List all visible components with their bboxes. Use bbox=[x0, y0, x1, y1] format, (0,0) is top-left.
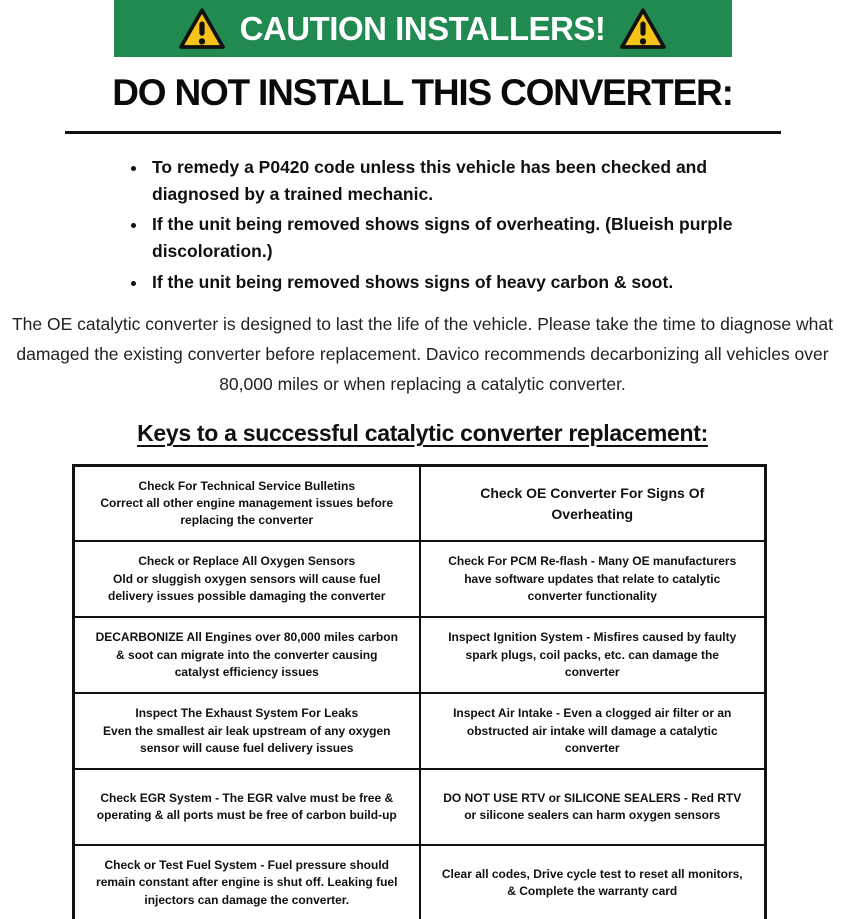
warning-list-item: • To remedy a P0420 code unless this vehicle has been checked and diagnosed by a trained mechanic. bbox=[148, 154, 748, 208]
cell-text: Check For PCM Re-flash - Many OE manufacturers have software updates that relate to catalytic converter functionality bbox=[448, 554, 737, 604]
cell-text: Old or sluggish oxygen sensors will cause fuel delivery issues possible damaging the converter bbox=[108, 571, 386, 604]
table-cell-left bbox=[74, 769, 420, 845]
cell-text: DO NOT USE RTV or SILICONE SEALERS - Red RTV or silicone sealers can harm oxygen sensors bbox=[443, 791, 742, 823]
tips-table bbox=[72, 464, 767, 919]
intro-paragraph: The OE catalytic converter is designed to last the life of the vehicle. Please take the time to diagnose what damaged the existing converter before replacement. Davico recommends decarbonizing all vehicles over 80,000 miles or when replacing a catalytic converter. bbox=[11, 313, 833, 394]
cell-text: Check OE Converter For Signs Of Overheating bbox=[480, 485, 705, 522]
keys-heading: Keys to a successful catalytic converter replacement: bbox=[137, 419, 708, 446]
table-cell-right bbox=[420, 845, 766, 919]
warning-list-item: • If the unit being removed shows signs of heavy carbon & soot. bbox=[148, 269, 748, 296]
table-cell-right bbox=[420, 465, 766, 541]
caution-banner bbox=[114, 0, 732, 57]
cell-text: Inspect Air Intake - Even a clogged air filter or an obstructed air intake will damage a catalytic converter bbox=[453, 706, 732, 756]
table-row bbox=[74, 541, 766, 617]
table-cell-left bbox=[74, 845, 420, 919]
cell-text: Check or Replace All Oxygen Sensors bbox=[138, 554, 356, 569]
page-title: DO NOT INSTALL THIS CONVERTER: bbox=[112, 72, 733, 113]
table-cell-left bbox=[74, 541, 420, 617]
cell-text: Check EGR System - The EGR valve must be free & operating & all ports must be free of carbon build-up bbox=[96, 791, 397, 823]
table-row bbox=[74, 693, 766, 769]
caution-banner-text: CAUTION INSTALLERS! bbox=[239, 9, 606, 47]
cell-text: Check For Technical Service Bulletins bbox=[138, 478, 356, 493]
warnings-list bbox=[148, 154, 748, 296]
table-cell-right bbox=[420, 617, 766, 693]
table-cell-left bbox=[74, 617, 420, 693]
table-row bbox=[74, 617, 766, 693]
cell-text: DECARBONIZE All Engines over 80,000 miles carbon & soot can migrate into the converter causing catalyst efficiency issues bbox=[95, 630, 398, 680]
table-cell-right bbox=[420, 541, 766, 617]
table-cell-right bbox=[420, 693, 766, 769]
cell-text: Even the smallest air leak upstream of any oxygen sensor will cause fuel delivery issues bbox=[103, 723, 391, 756]
divider-line bbox=[65, 131, 781, 134]
cell-text: Clear all codes, Drive cycle test to reset all monitors, & Complete the warranty card bbox=[441, 866, 743, 899]
warning-icon bbox=[619, 7, 667, 51]
table-cell-left bbox=[74, 693, 420, 769]
cell-text: Correct all other engine management issues before replacing the converter bbox=[100, 495, 394, 528]
cell-text: Inspect The Exhaust System For Leaks bbox=[135, 706, 359, 721]
table-row bbox=[74, 769, 766, 845]
warning-icon bbox=[178, 7, 226, 51]
table-row bbox=[74, 465, 766, 541]
table-row bbox=[74, 845, 766, 919]
warning-list-item: • If the unit being removed shows signs of overheating. (Blueish purple discoloration.) bbox=[148, 211, 748, 265]
table-cell-right bbox=[420, 769, 766, 845]
cell-text: Inspect Ignition System - Misfires caused by faulty spark plugs, coil packs, etc. can damage the converter bbox=[448, 630, 737, 680]
table-cell-left bbox=[74, 465, 420, 541]
cell-text: Check or Test Fuel System - Fuel pressure should remain constant after engine is shut off. Leaking fuel injectors can damage the converter. bbox=[96, 858, 398, 907]
